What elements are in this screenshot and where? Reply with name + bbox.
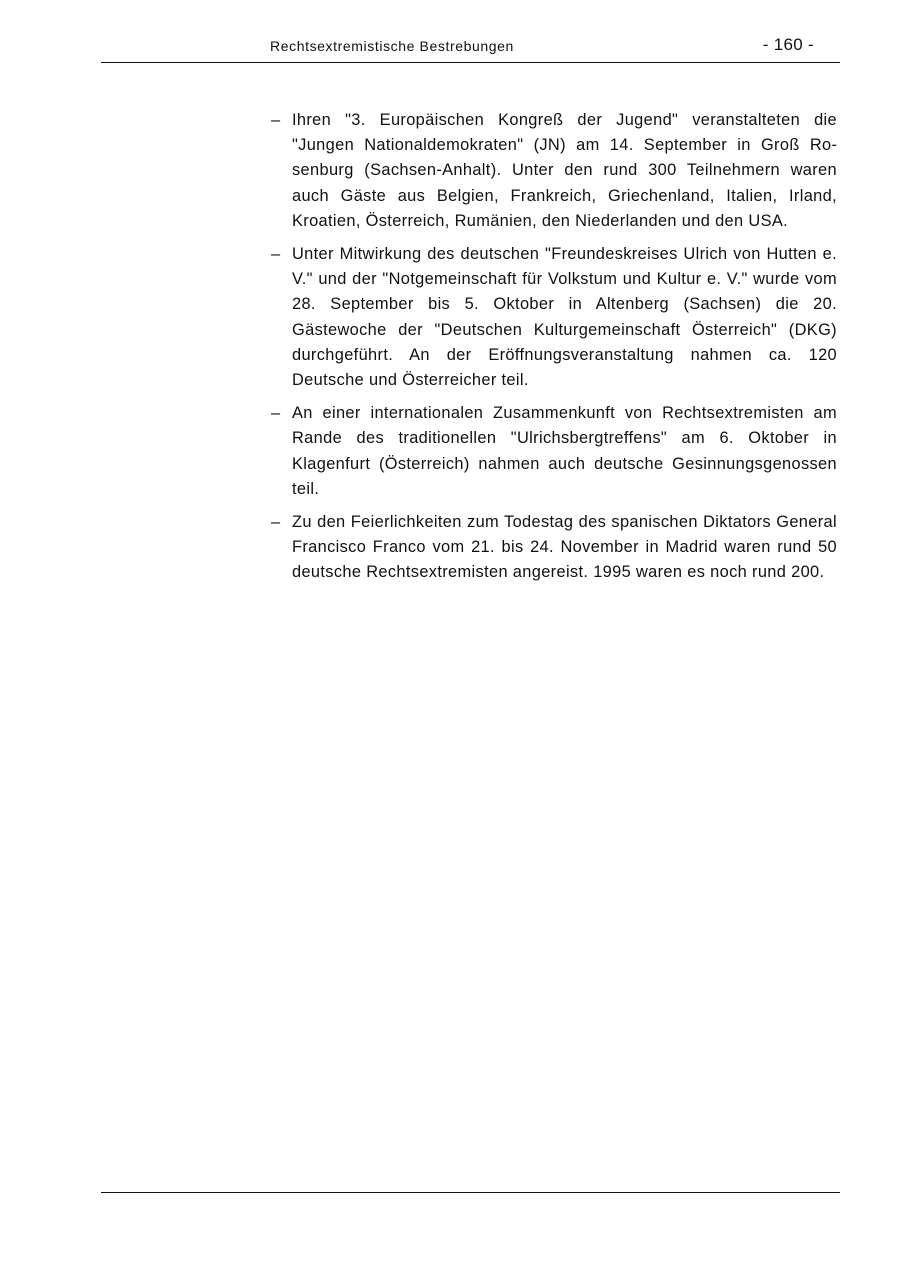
- list-item: [271, 510, 837, 586]
- list-item-text: Zu den Feierlichkeiten zum Todestag des spanischen Diktators General Francisco Franco vom 21. bis 24. November in Madrid waren rund 50 deutsche Rechtsextremisten angereist. 1995 waren es noch rund 200.: [292, 513, 837, 582]
- list-item-text: An einer internationalen Zusammenkunft von Rechtsextremisten am Rande des traditionellen "Ulrichsbergtreffens" am 6. Oktober in Klagenfurt (Österreich) nahmen auch deutsche Gesinnungsgenossen teil.: [292, 404, 837, 498]
- page-header: [101, 34, 840, 63]
- list-item: [271, 242, 837, 393]
- list-item-text: Ihren "3. Europäischen Kongreß der Jugend" veranstalteten die "Jungen Nationaldemokraten" (JN) am 14. September in Groß Rosenburg (Sachsen-Anhalt). Unter den rund 300 Teilnehmern waren auch Gäste aus Belgien, Frankreich, Griechenland, Italien, Irland, Kroatien, Österreich, Rumänien, den Niederlanden und den USA.: [292, 111, 837, 230]
- page-number: - 160 -: [762, 35, 814, 54]
- dash-bullet-icon: –: [271, 404, 281, 423]
- dash-bullet-icon: –: [271, 245, 281, 264]
- list-item: [271, 108, 837, 234]
- bullet-list: [271, 108, 837, 586]
- running-header-title: Rechtsextremistische Bestrebungen: [270, 38, 514, 54]
- dash-bullet-icon: –: [271, 111, 281, 129]
- main-content: [271, 108, 837, 594]
- dash-bullet-icon: –: [271, 513, 281, 532]
- list-item-text: Unter Mitwirkung des deutschen "Freundeskreises Ulrich von Hutten e. V." und der "Notgemeinschaft für Volkstum und Kultur e. V." wurde vom 28. September bis 5. Oktober in Altenberg (Sachsen) die 20. Gästewoche der "Deutschen Kulturgemeinschaft Österreich" (DKG) durchgeführt. An der Eröffnungsveranstaltung nahmen ca. 120 Deutsche und Österreicher teil.: [292, 245, 837, 390]
- footer-rule: [101, 1192, 840, 1193]
- list-item: [271, 401, 837, 502]
